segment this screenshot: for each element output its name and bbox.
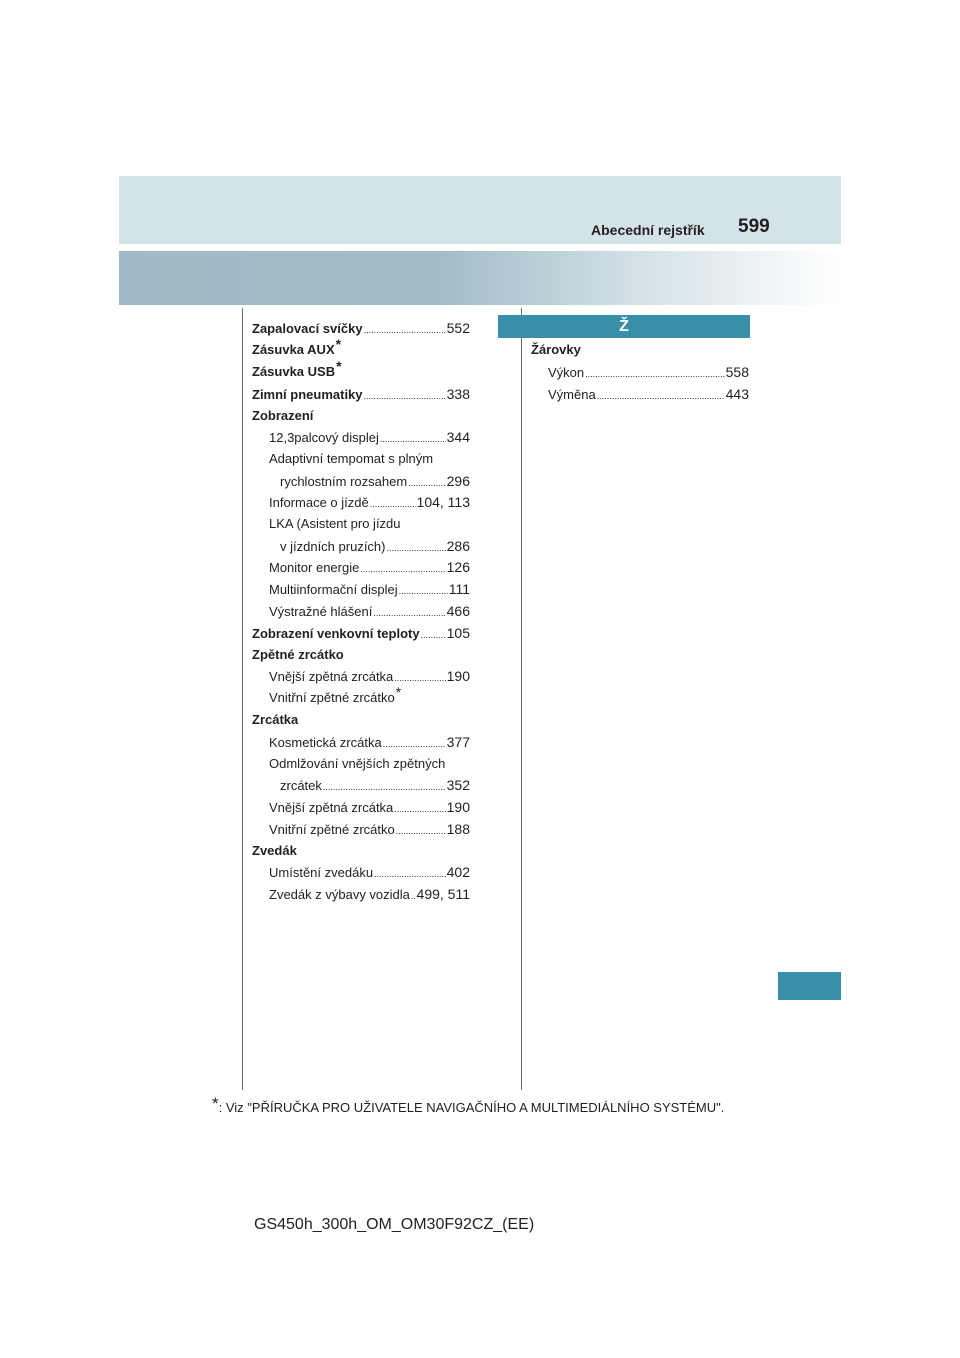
index-subentry: Zvedák z výbavy vozidla ..... 499, 511 [269,886,470,904]
index-entry: Zásuvka AUX* [252,336,342,357]
document-code: GS450h_300h_OM_OM30F92CZ_(EE) [254,1216,535,1233]
index-subentry: Vnitřní zpětné zrcátko ..... 188 [269,821,470,839]
index-entry: Zobrazení [252,408,314,423]
page-number: 599 [738,216,770,237]
page-title: Abecední rejstřík [591,222,705,238]
index-entry: Zvedák [252,843,297,858]
index-subentry: Multiinformační displej ..... 111 [269,581,470,599]
index-subentry: Odmlžování vnějších zpětných [269,756,446,771]
index-subentry: 12,3palcový displej ..... 344 [269,429,470,447]
index-subentry: Informace o jízdě ..... 104, 113 [269,494,470,512]
index-subentry: Monitor energie ..... 126 [269,559,470,577]
index-subentry: Výměna ..... 443 [548,386,749,404]
index-entry: Žárovky [531,342,581,357]
header-band [119,176,841,244]
footnote: *: Viz "PŘÍRUČKA PRO UŽIVATELE NAVIGAČNÍHO A MULTIMEDIÁLNÍHO SYSTÉMU". [212,1094,725,1115]
index-entry: Zimní pneumatiky ..... 338 [252,386,470,404]
center-column-rule [521,308,522,1090]
letter-section-header: Ž [498,315,750,338]
index-entry: Zapalovací svíčky ..... 552 [252,320,470,338]
index-subentry: Výkon ..... 558 [548,364,749,382]
index-subentry: Adaptivní tempomat s plným [269,451,434,466]
index-subentry: LKA (Asistent pro jízdu [269,516,401,531]
index-subentry: Vnitřní zpětné zrcátko* [269,684,402,705]
index-subentry: Vnější zpětná zrcátka ..... 190 [269,668,470,686]
index-subentry: rychlostním rozsahem ..... 296 [280,473,470,491]
index-subentry: zrcátek ..... 352 [280,777,470,795]
side-thumb-tab [778,972,841,1000]
index-entry: Zásuvka USB* [252,358,342,379]
index-entry: Zobrazení venkovní teploty ..... 105 [252,625,470,643]
index-subentry: Kosmetická zrcátka ..... 377 [269,734,470,752]
left-column-rule [242,308,243,1090]
index-entry: Zpětné zrcátko [252,647,344,662]
index-subentry: Vnější zpětná zrcátka ..... 190 [269,799,470,817]
index-subentry: Umístění zvedáku ..... 402 [269,864,470,882]
index-subentry: Výstražné hlášení ..... 466 [269,603,470,621]
section-gradient-band [119,251,841,305]
index-entry: Zrcátka [252,712,299,727]
index-subentry: v jízdních pruzích) ..... 286 [280,538,470,556]
